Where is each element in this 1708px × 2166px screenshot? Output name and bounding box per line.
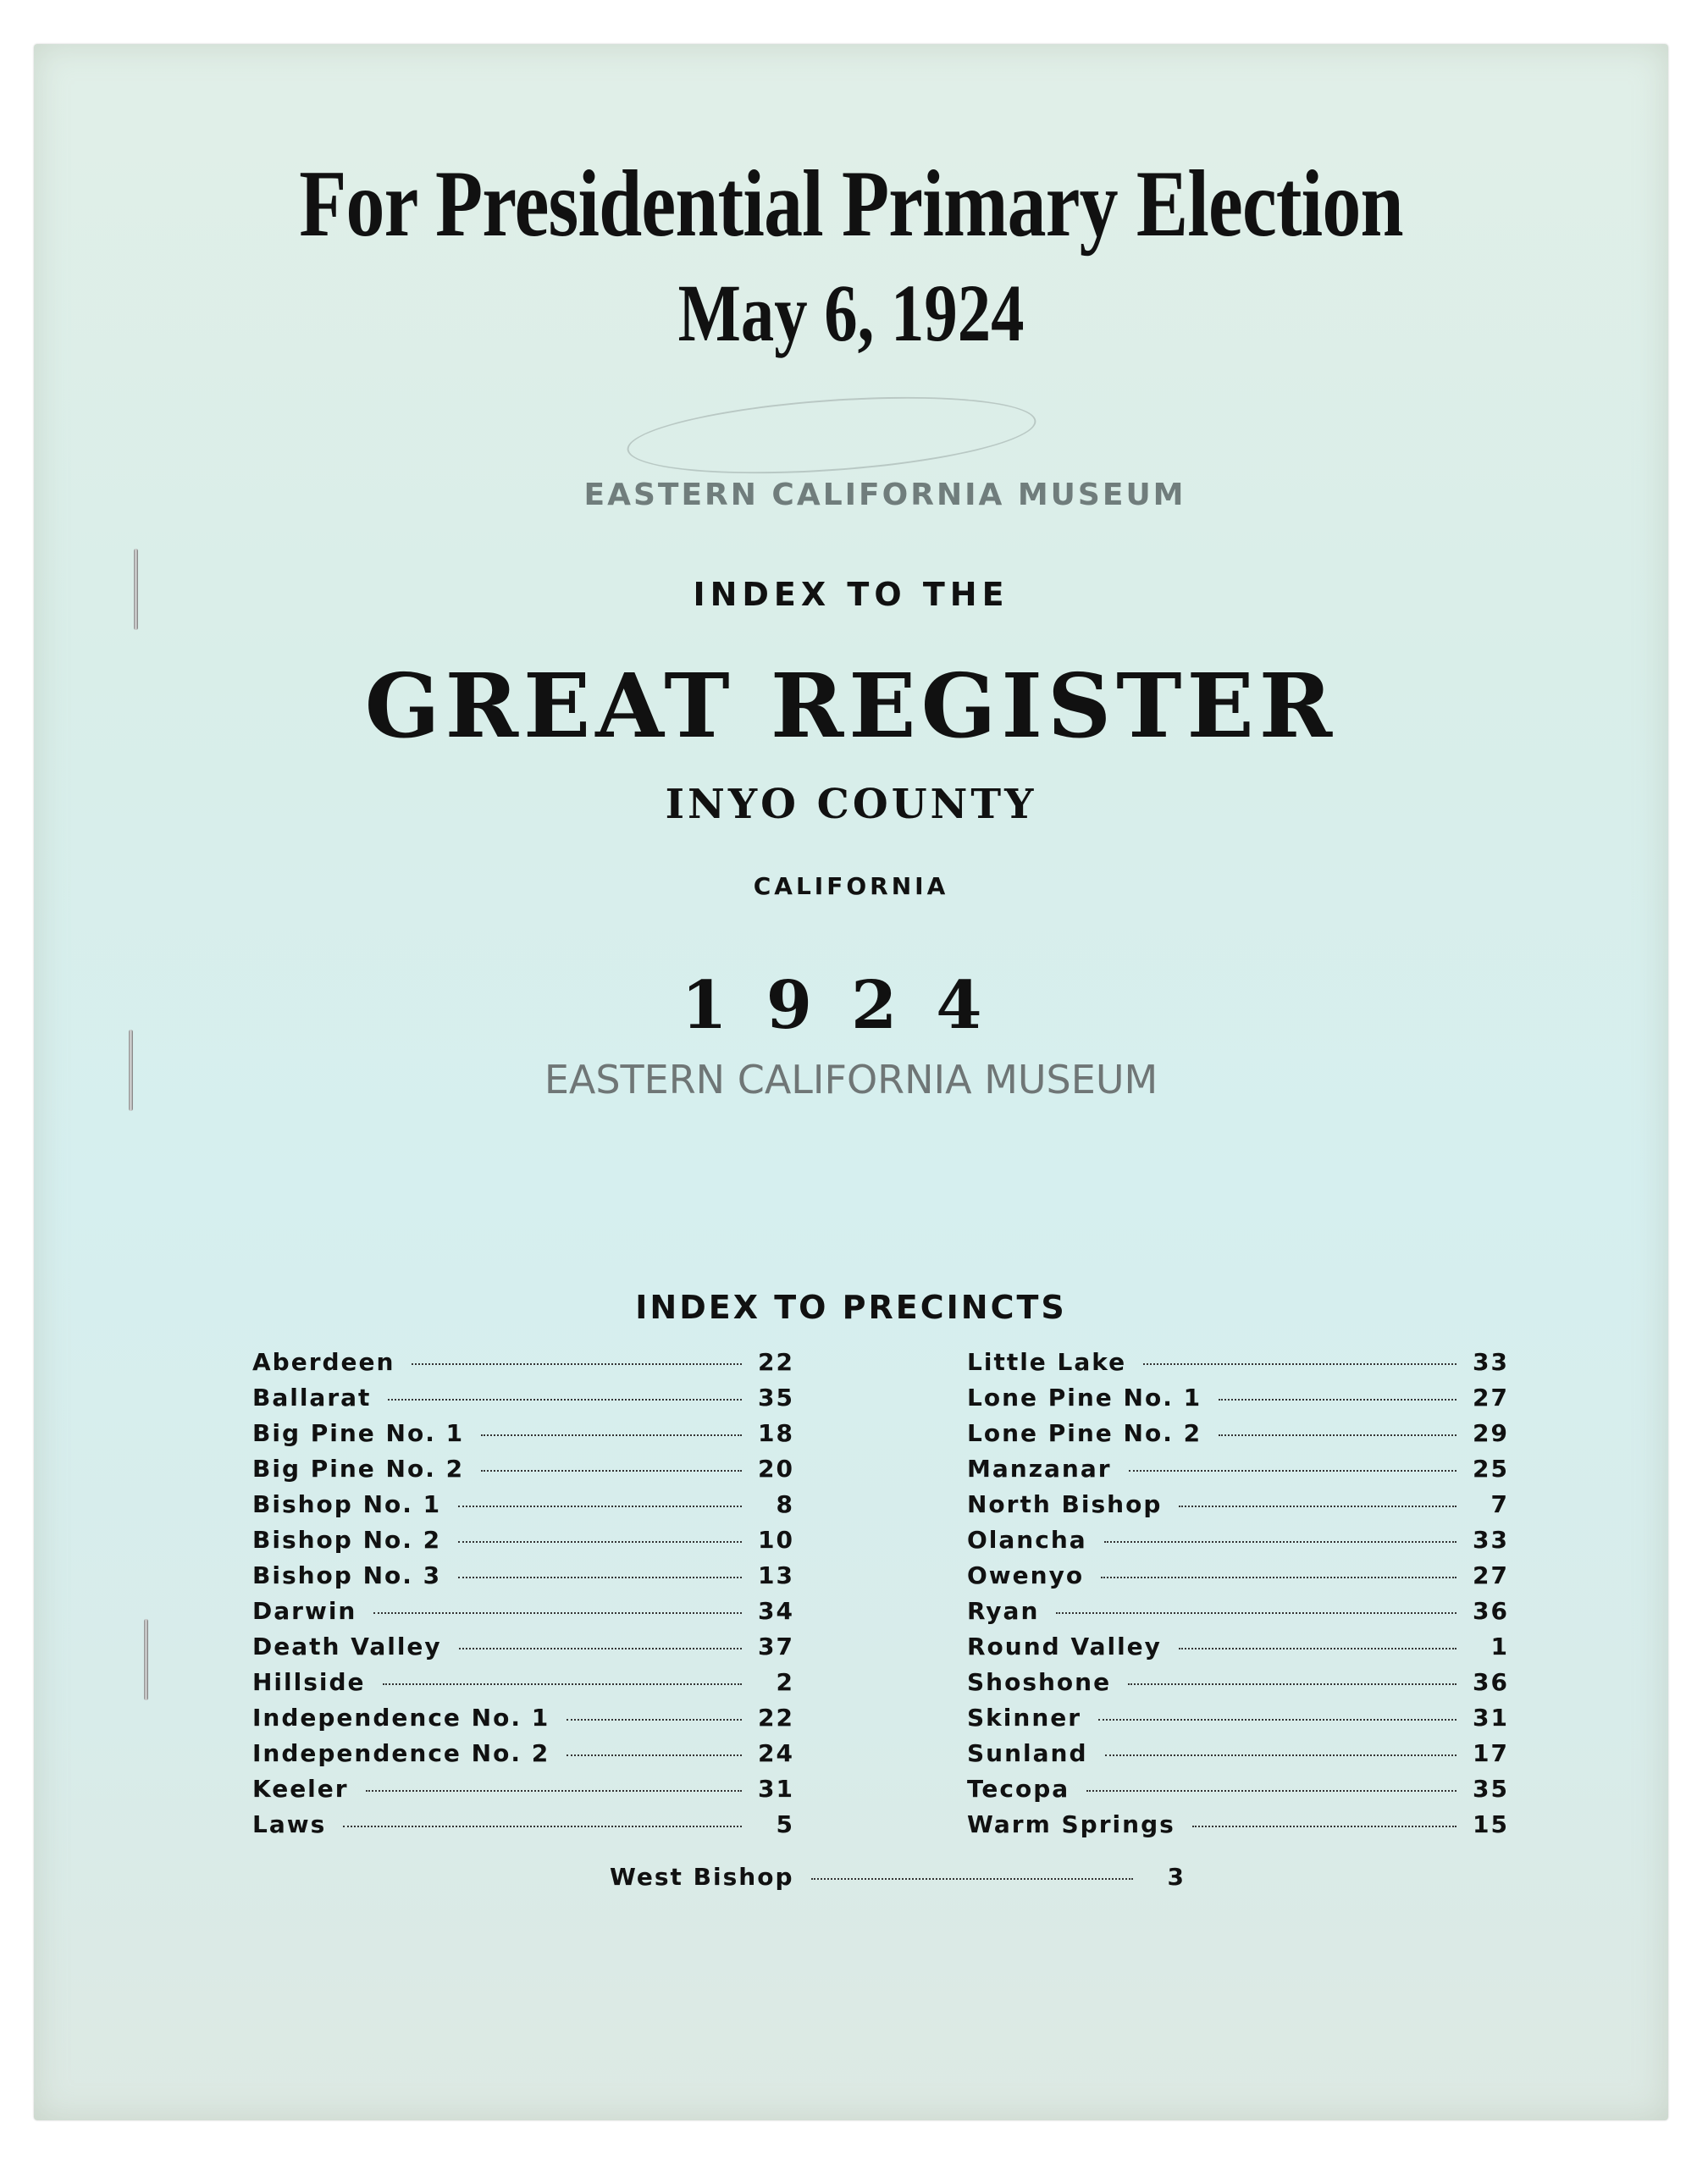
precinct-page: 7 bbox=[1490, 1490, 1509, 1518]
precinct-row bbox=[967, 1668, 1509, 1704]
precinct-row bbox=[967, 1739, 1509, 1775]
precinct-page: 35 bbox=[1473, 1775, 1509, 1803]
dot-leader bbox=[1143, 1363, 1456, 1365]
dot-leader bbox=[383, 1683, 742, 1685]
dot-leader bbox=[1192, 1826, 1456, 1827]
dot-leader bbox=[1098, 1719, 1456, 1721]
precinct-row bbox=[252, 1384, 794, 1419]
precinct-list-last bbox=[610, 1863, 1186, 1898]
precinct-name: Olancha bbox=[967, 1526, 1087, 1554]
precinct-row bbox=[967, 1455, 1509, 1490]
precinct-row bbox=[252, 1348, 794, 1384]
precinct-name: Keeler bbox=[252, 1775, 349, 1803]
precinct-name: Bishop No. 1 bbox=[252, 1490, 442, 1518]
precinct-name: Ryan bbox=[967, 1597, 1040, 1625]
precinct-page: 31 bbox=[758, 1775, 794, 1803]
precinct-name: Darwin bbox=[252, 1597, 357, 1625]
precinct-row bbox=[252, 1633, 794, 1668]
precinct-name: Little Lake bbox=[967, 1348, 1127, 1376]
precinct-row bbox=[967, 1597, 1509, 1633]
precinct-name: Lone Pine No. 2 bbox=[967, 1419, 1202, 1447]
precinct-name: Hillside bbox=[252, 1668, 366, 1696]
precinct-row bbox=[252, 1561, 794, 1597]
precinct-page: 36 bbox=[1473, 1597, 1509, 1625]
dot-leader bbox=[1101, 1577, 1456, 1578]
precinct-row bbox=[252, 1455, 794, 1490]
precinct-page: 3 bbox=[1167, 1863, 1186, 1891]
election-date: May 6, 1924 bbox=[677, 268, 1025, 358]
dot-leader bbox=[481, 1434, 742, 1436]
pencil-mark bbox=[625, 385, 1039, 485]
precinct-page: 27 bbox=[1473, 1561, 1509, 1589]
election-title: For Presidential Primary Election bbox=[299, 152, 1403, 257]
precinct-name: West Bishop bbox=[610, 1863, 794, 1891]
document-page bbox=[34, 44, 1668, 2120]
dot-leader bbox=[811, 1878, 1134, 1880]
precinct-row bbox=[967, 1526, 1509, 1561]
museum-watermark: EASTERN CALIFORNIA MUSEUM bbox=[544, 1057, 1158, 1102]
precinct-row bbox=[252, 1597, 794, 1633]
dot-leader bbox=[1105, 1754, 1456, 1756]
dot-leader bbox=[388, 1399, 742, 1401]
dot-leader bbox=[481, 1470, 742, 1472]
dot-leader bbox=[1179, 1506, 1456, 1507]
precinct-page: 22 bbox=[758, 1704, 794, 1732]
dot-leader bbox=[366, 1790, 742, 1792]
precinct-list-left bbox=[252, 1348, 794, 1846]
precinct-page: 1 bbox=[1490, 1633, 1509, 1660]
precinct-page: 15 bbox=[1473, 1810, 1509, 1838]
precinct-page: 34 bbox=[758, 1597, 794, 1625]
dot-leader bbox=[1104, 1541, 1456, 1543]
precinct-row bbox=[967, 1810, 1509, 1846]
precinct-row bbox=[252, 1704, 794, 1739]
precinct-row bbox=[967, 1419, 1509, 1455]
dot-leader bbox=[1056, 1612, 1456, 1614]
museum-stamp: EASTERN CALIFORNIA MUSEUM bbox=[583, 478, 1186, 512]
dot-leader bbox=[567, 1754, 742, 1756]
precinct-row bbox=[967, 1633, 1509, 1668]
precinct-page: 35 bbox=[758, 1384, 794, 1412]
precinct-row bbox=[252, 1668, 794, 1704]
precinct-row bbox=[252, 1419, 794, 1455]
precinct-page: 10 bbox=[758, 1526, 794, 1554]
precinct-page: 5 bbox=[776, 1810, 794, 1838]
precinct-row bbox=[252, 1490, 794, 1526]
precinct-row bbox=[967, 1348, 1509, 1384]
dot-leader bbox=[1219, 1434, 1456, 1436]
precinct-page: 18 bbox=[758, 1419, 794, 1447]
precinct-page: 17 bbox=[1473, 1739, 1509, 1767]
precinct-name: Independence No. 2 bbox=[252, 1739, 550, 1767]
precinct-row bbox=[610, 1863, 1186, 1898]
precinct-page: 31 bbox=[1473, 1704, 1509, 1732]
precinct-row bbox=[252, 1526, 794, 1561]
precinct-name: Bishop No. 3 bbox=[252, 1561, 442, 1589]
precinct-row bbox=[967, 1490, 1509, 1526]
register-year: 1924 bbox=[681, 967, 1021, 1044]
precinct-row bbox=[252, 1810, 794, 1846]
precinct-name: Death Valley bbox=[252, 1633, 442, 1660]
staple-bottom bbox=[144, 1619, 148, 1700]
precinct-name: Bishop No. 2 bbox=[252, 1526, 442, 1554]
dot-leader bbox=[1129, 1470, 1456, 1472]
precinct-name: Skinner bbox=[967, 1704, 1082, 1732]
county-name: INYO COUNTY bbox=[665, 781, 1037, 828]
precinct-name: Shoshone bbox=[967, 1668, 1112, 1696]
precinct-name: Warm Springs bbox=[967, 1810, 1175, 1838]
precinct-name: Manzanar bbox=[967, 1455, 1112, 1483]
dot-leader bbox=[1086, 1790, 1456, 1792]
precinct-row bbox=[252, 1775, 794, 1810]
precinct-name: Independence No. 1 bbox=[252, 1704, 550, 1732]
dot-leader bbox=[567, 1719, 742, 1721]
dot-leader bbox=[343, 1826, 742, 1827]
dot-leader bbox=[458, 1506, 742, 1507]
dot-leader bbox=[373, 1612, 742, 1614]
precinct-page: 20 bbox=[758, 1455, 794, 1483]
precinct-name: Sunland bbox=[967, 1739, 1088, 1767]
precinct-name: Big Pine No. 2 bbox=[252, 1455, 465, 1483]
precinct-name: Aberdeen bbox=[252, 1348, 395, 1376]
dot-leader bbox=[459, 1648, 742, 1649]
precinct-page: 25 bbox=[1473, 1455, 1509, 1483]
dot-leader bbox=[1128, 1683, 1456, 1685]
precinct-name: Owenyo bbox=[967, 1561, 1085, 1589]
precincts-heading: INDEX TO PRECINCTS bbox=[635, 1289, 1067, 1326]
precinct-name: Big Pine No. 1 bbox=[252, 1419, 465, 1447]
state-name: CALIFORNIA bbox=[753, 872, 949, 900]
dot-leader bbox=[458, 1577, 742, 1578]
precinct-name: Tecopa bbox=[967, 1775, 1070, 1803]
precinct-name: Laws bbox=[252, 1810, 327, 1838]
precinct-row bbox=[252, 1739, 794, 1775]
precinct-name: Ballarat bbox=[252, 1384, 372, 1412]
dot-leader bbox=[1219, 1399, 1456, 1401]
precinct-row bbox=[967, 1561, 1509, 1597]
precinct-page: 37 bbox=[758, 1633, 794, 1660]
index-heading: INDEX TO THE bbox=[693, 576, 1009, 613]
precinct-page: 13 bbox=[758, 1561, 794, 1589]
precinct-page: 36 bbox=[1473, 1668, 1509, 1696]
precinct-page: 24 bbox=[758, 1739, 794, 1767]
precinct-page: 29 bbox=[1473, 1419, 1509, 1447]
register-title: GREAT REGISTER bbox=[364, 654, 1338, 758]
precinct-name: Lone Pine No. 1 bbox=[967, 1384, 1202, 1412]
dot-leader bbox=[458, 1541, 742, 1543]
precinct-page: 8 bbox=[776, 1490, 794, 1518]
precinct-page: 22 bbox=[758, 1348, 794, 1376]
precinct-row bbox=[967, 1384, 1509, 1419]
precinct-page: 33 bbox=[1473, 1526, 1509, 1554]
precinct-row bbox=[967, 1704, 1509, 1739]
precinct-name: Round Valley bbox=[967, 1633, 1162, 1660]
precinct-page: 27 bbox=[1473, 1384, 1509, 1412]
dot-leader bbox=[412, 1363, 742, 1365]
precinct-page: 33 bbox=[1473, 1348, 1509, 1376]
precinct-list-right bbox=[967, 1348, 1509, 1846]
precinct-row bbox=[967, 1775, 1509, 1810]
dot-leader bbox=[1179, 1648, 1456, 1649]
precinct-page: 2 bbox=[776, 1668, 794, 1696]
precinct-name: North Bishop bbox=[967, 1490, 1163, 1518]
